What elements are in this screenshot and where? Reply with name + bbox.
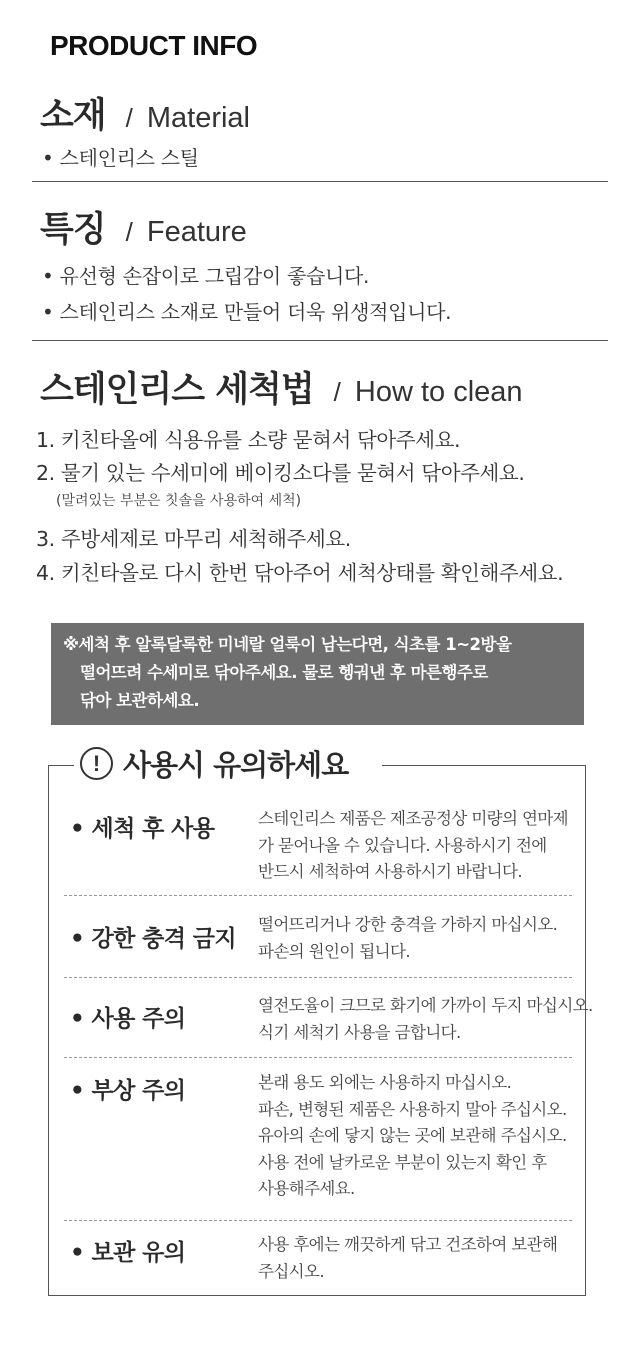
caution-box-border [382,765,586,766]
caution-line: 식기 세척기 사용을 금합니다. [258,1022,461,1042]
caution-description [258,993,593,1046]
caution-line: 떨어뜨리거나 강한 충격을 가하지 마십시오. [258,915,558,934]
caution-line: 스테인리스 제품은 제조공정상 미량의 연마제 [258,809,569,828]
cleaning-separator: / [333,377,341,407]
page-title: PRODUCT INFO [50,30,258,61]
caution-separator [64,1220,572,1221]
caution-title: 사용시 유의하세요 [123,748,349,782]
material-heading [40,88,250,138]
caution-separator [64,1057,572,1058]
feature-heading [40,202,247,252]
cleaning-title-en: How to clean [354,376,523,408]
material-item: • 스테인리스 스틸 [42,146,199,170]
feature-title-en: Feature [146,216,247,248]
caution-heading [80,743,348,784]
caution-label: • 강한 충격 금지 [70,926,237,952]
cleaning-heading [40,362,523,412]
caution-line: 사용 후에는 깨끗하게 닦고 건조하여 보관해 [258,1235,558,1254]
caution-separator [64,895,572,896]
cleaning-title-ko: 스테인리스 세척법 [40,370,314,410]
caution-description [258,1232,557,1285]
caution-line: 사용해주세요. [258,1179,355,1198]
caution-box-border [48,765,74,766]
caution-line: 주십시오. [258,1261,325,1281]
feature-separator: / [125,217,133,247]
notice-line: 닦아 보관하세요. [80,691,200,710]
material-title-en: Material [146,102,251,134]
cleaning-step: 3. 주방세제로 마무리 세척해주세요. [36,527,351,551]
section-divider [32,340,608,341]
exclamation-icon: ! [80,747,113,780]
feature-title-ko: 특징 [40,210,106,250]
feature-item: • 유선형 손잡이로 그립감이 좋습니다. [42,264,370,288]
caution-line: 열전도율이 크므로 화기에 가까이 두지 마십시오. [258,996,593,1015]
caution-separator [64,977,572,978]
caution-label: • 세척 후 사용 [70,816,215,842]
caution-description [258,912,557,965]
cleaning-step-note: (말려있는 부분은 칫솔을 사용하여 세척) [56,493,302,509]
feature-item: • 스테인리스 소재로 만들어 더욱 위생적입니다. [42,300,452,324]
caution-line: 본래 용도 외에는 사용하지 마십시오. [258,1073,512,1092]
caution-description [258,1070,567,1203]
caution-label: • 사용 주의 [70,1006,186,1032]
material-title-ko: 소재 [40,96,106,136]
cleaning-notice [51,623,584,725]
caution-line: 사용 전에 날카로운 부분이 있는지 확인 후 [258,1152,547,1172]
caution-line: 가 묻어나올 수 있습니다. 사용하시기 전에 [258,835,547,855]
material-separator: / [125,103,133,133]
cleaning-step: 1. 키친타올에 식용유를 소량 묻혀서 닦아주세요. [36,428,461,452]
caution-description [258,806,568,886]
section-divider [32,181,608,182]
caution-label: • 부상 주의 [70,1078,186,1104]
caution-line: 파손의 원인이 됩니다. [258,941,410,961]
caution-line: 파손, 변형된 제품은 사용하지 말아 주십시오. [258,1099,567,1119]
caution-label: • 보관 유의 [70,1240,186,1266]
notice-line: 떨어뜨려 수세미로 닦아주세요. 물로 헹궈낸 후 마른행주로 [80,663,488,682]
cleaning-step: 2. 물기 있는 수세미에 베이킹소다를 묻혀서 닦아주세요. [36,461,525,485]
caution-line: 반드시 세척하여 사용하시기 바랍니다. [258,862,523,881]
cleaning-step: 4. 키친타올로 다시 한번 닦아주어 세척상태를 확인해주세요. [36,561,564,585]
caution-line: 유아의 손에 닿지 않는 곳에 보관해 주십시오. [258,1126,567,1145]
notice-line: ※세척 후 알록달록한 미네랄 얼룩이 남는다면, 식초를 1~2방울 [63,635,512,654]
